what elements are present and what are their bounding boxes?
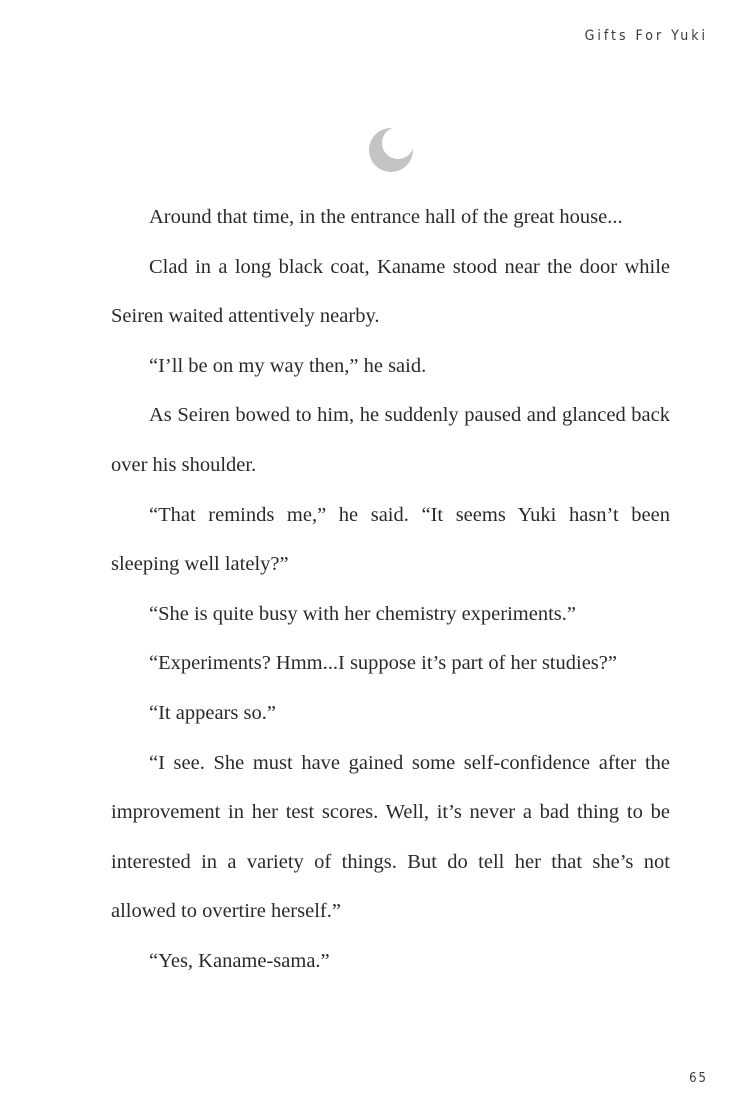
- paragraph: “She is quite busy with her chemistry experiments.”: [149, 602, 576, 625]
- body-text: [111, 193, 670, 987]
- paragraph: Around that time, in the entrance hall of the great house...: [149, 206, 623, 228]
- paragraph: “Experiments? Hmm...I suppose it’s part of her studies?”: [149, 652, 617, 675]
- paragraph: “Yes, Kaname-sama.”: [149, 949, 330, 972]
- paragraph: “That reminds me,” he said. “It seems Yuki hasn’t been sleeping well lately?”: [111, 503, 670, 576]
- paragraph: Clad in a long black coat, Kaname stood near the door while Seiren waited attentively nearby.: [111, 255, 670, 328]
- paragraph: “It appears so.”: [149, 701, 276, 724]
- crescent-moon-icon: [367, 126, 415, 174]
- page-number: 65: [689, 1071, 708, 1086]
- paragraph: As Seiren bowed to him, he suddenly paused and glanced back over his shoulder.: [111, 404, 670, 476]
- running-header-title: Gifts For Yuki: [584, 28, 708, 44]
- paragraph: “I’ll be on my way then,” he said.: [149, 354, 427, 377]
- paragraph: “I see. She must have gained some self-confidence after the improvement in her test scores. Well, it’s never a bad thing to be interested in a variety of things. But do tell her that she’s not allowed to overtire herself.”: [111, 751, 670, 923]
